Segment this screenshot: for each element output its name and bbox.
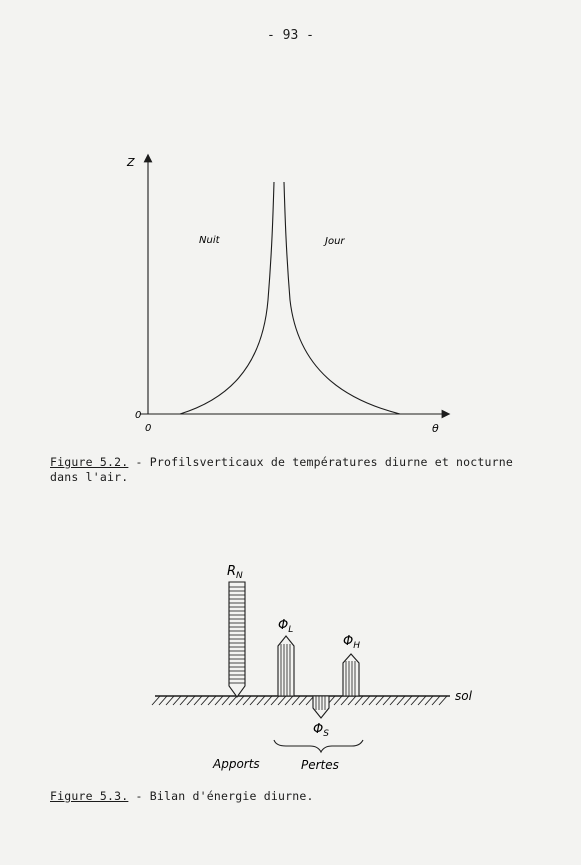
hatch-line — [173, 696, 181, 705]
hatch-line — [334, 696, 342, 705]
rn-label: $R_N$ — [227, 564, 243, 581]
hatch-line — [208, 696, 216, 705]
figure-5-3-caption — [50, 789, 530, 804]
origin-theta-label: 0 — [145, 423, 152, 434]
figure-5-2-caption-line1: - Profilsverticaux de températures diurne et nocturne — [128, 455, 514, 469]
hatch-line — [180, 696, 188, 705]
phis-label: $\Phi_S$ — [313, 722, 329, 739]
hatch-line — [166, 696, 174, 705]
night-label: Nuit — [199, 235, 220, 246]
hatch-line — [397, 696, 405, 705]
hatch-line — [215, 696, 223, 705]
night-profile-curve — [180, 182, 274, 414]
hatch-line — [376, 696, 384, 705]
axis-z-label: Z — [127, 156, 135, 169]
hatch-line — [390, 696, 398, 705]
day-label: Jour — [325, 236, 345, 247]
phil-flux-arrow — [278, 636, 294, 696]
axis-theta-label: θ — [432, 422, 439, 435]
hatch-line — [285, 696, 293, 705]
figure-5-3 — [152, 582, 450, 752]
pertes-label: Pertes — [301, 758, 339, 772]
figure-5-2 — [140, 158, 446, 414]
phih-label: $\Phi_H$ — [343, 634, 361, 651]
ground-hatching — [152, 696, 447, 705]
hatch-line — [187, 696, 195, 705]
hatch-line — [369, 696, 377, 705]
hatch-line — [250, 696, 258, 705]
hatch-line — [411, 696, 419, 705]
hatch-line — [383, 696, 391, 705]
hatch-line — [348, 696, 356, 705]
hatch-line — [229, 696, 237, 705]
hatch-line — [425, 696, 433, 705]
hatch-line — [404, 696, 412, 705]
hatch-line — [439, 696, 447, 705]
hatch-line — [152, 696, 160, 705]
rn-flux-arrow — [229, 582, 245, 697]
hatch-line — [243, 696, 251, 705]
hatch-line — [194, 696, 202, 705]
figure-5-2-caption-line2: dans l'air. — [50, 470, 129, 484]
hatch-line — [299, 696, 307, 705]
hatch-line — [362, 696, 370, 705]
hatch-line — [264, 696, 272, 705]
apports-label: Apports — [213, 757, 260, 771]
phih-flux-arrow — [343, 654, 359, 696]
figure-5-2-ref: Figure 5.2. — [50, 455, 129, 469]
phis-flux-arrow — [313, 696, 329, 718]
figure-5-3-caption-text: - Bilan d'énergie diurne. — [128, 789, 314, 803]
hatch-line — [222, 696, 230, 705]
figure-5-2-caption — [50, 455, 530, 485]
hatch-line — [257, 696, 265, 705]
hatch-line — [292, 696, 300, 705]
hatch-line — [278, 696, 286, 705]
hatch-line — [341, 696, 349, 705]
hatch-line — [355, 696, 363, 705]
day-profile-curve — [284, 182, 400, 414]
hatch-line — [418, 696, 426, 705]
page-number: - 93 - — [267, 28, 314, 43]
pertes-brace — [274, 740, 363, 752]
origin-z-label: 0 — [135, 410, 142, 421]
hatch-line — [432, 696, 440, 705]
sol-label: sol — [455, 689, 472, 703]
phil-label: $\Phi_L$ — [278, 618, 294, 635]
hatch-line — [201, 696, 209, 705]
figure-5-3-ref: Figure 5.3. — [50, 789, 129, 803]
hatch-line — [159, 696, 167, 705]
hatch-line — [271, 696, 279, 705]
